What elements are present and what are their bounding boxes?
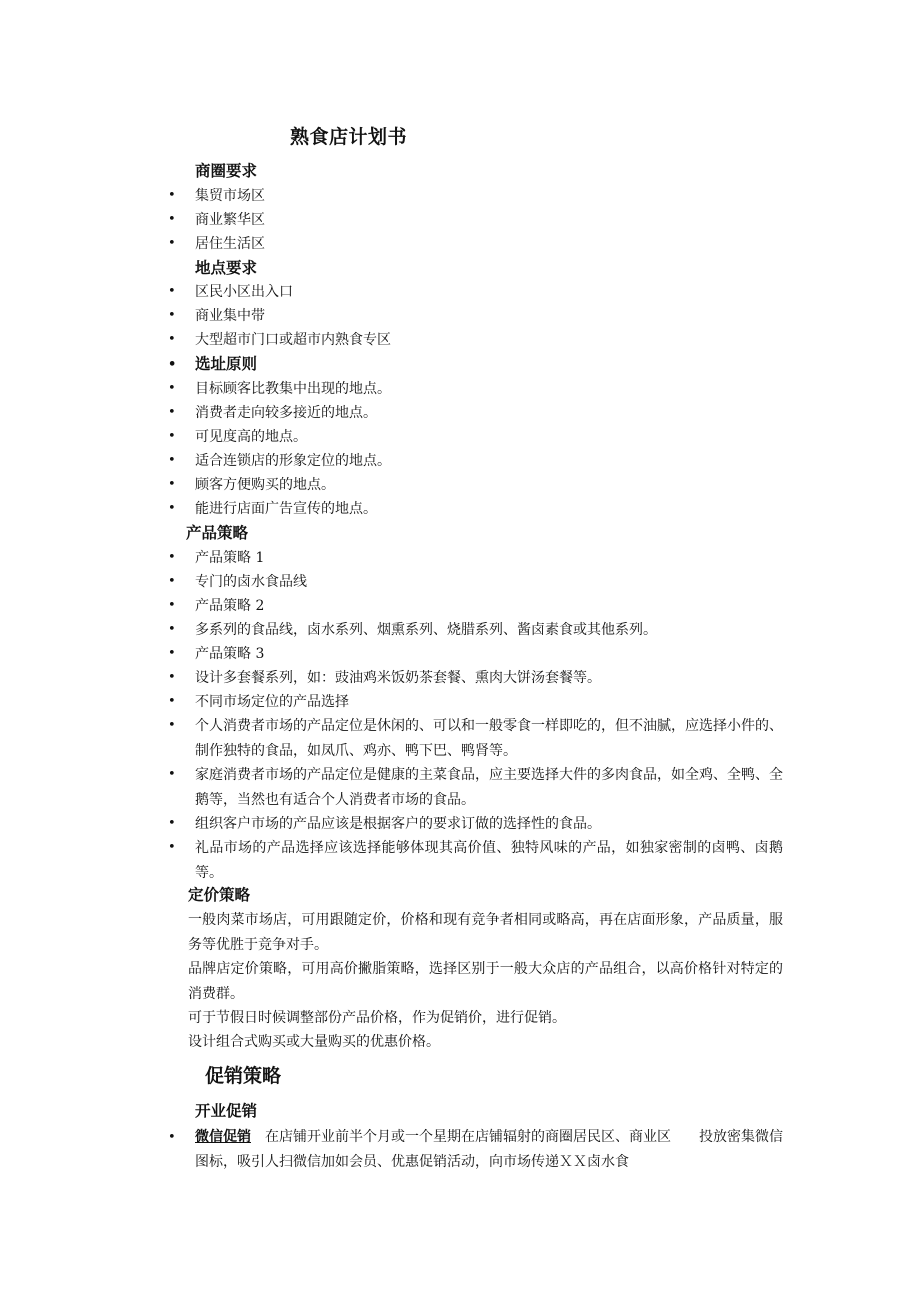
bullet-icon: • xyxy=(168,767,176,782)
bullet-icon: • xyxy=(168,550,176,565)
bullet-icon: • xyxy=(168,1130,176,1145)
bullet-icon: • xyxy=(168,694,176,709)
wechat-promo-label: 微信促销 xyxy=(195,1129,251,1145)
list-item: 消费者走向较多接近的地点。 xyxy=(195,405,377,421)
list-item: 适合连锁店的形象定位的地点。 xyxy=(195,453,391,469)
list-item: 居住生活区 xyxy=(195,236,265,252)
paragraph: 一般肉菜市场店，可用跟随定价，价格和现有竞争者相同或略高，再在店面形象，产品质量，服务等优胜于竞争对手。 xyxy=(188,912,783,953)
heading-location: 地点要求 xyxy=(195,259,258,277)
bullet-icon: • xyxy=(168,477,176,492)
heading-opening-promotion: 开业促销 xyxy=(195,1102,258,1120)
bullet-icon: • xyxy=(168,308,176,323)
bullet-icon: • xyxy=(168,429,176,444)
list-item: 组织客户市场的产品应该是根据客户的要求订做的选择性的食品。 xyxy=(195,816,601,832)
bullet-icon: • xyxy=(168,840,176,855)
bullet-icon: • xyxy=(168,381,176,396)
bullet-icon: • xyxy=(168,236,176,251)
paragraph: 品牌店定价策略，可用高价撇脂策略，选择区别于一般大众店的产品组合，以高价格针对特定的消费群。 xyxy=(188,961,783,1002)
bullet-icon: • xyxy=(168,574,176,589)
list-item: 目标顾客比教集中出现的地点。 xyxy=(195,381,391,397)
bullet-icon: • xyxy=(168,212,176,227)
list-item: 商业集中带 xyxy=(195,308,265,324)
bullet-icon: • xyxy=(168,405,176,420)
paragraph: 可于节假日时候调整部份产品价格，作为促销价，进行促销。 xyxy=(188,1010,566,1026)
heading-promotion: 促销策略 xyxy=(205,1065,282,1087)
list-item: 大型超市门口或超市内熟食专区 xyxy=(195,332,391,348)
paragraph: 设计组合式购买或大量购买的优惠价格。 xyxy=(188,1034,440,1050)
wechat-promo-text: 在店铺开业前半个月或一个星期在店铺辐射的商圈居民区、商业区 投放密集微信图标，吸引人扫微信加如会员、优惠促销活动，向市场传递ＸＸ卤水食 xyxy=(195,1129,783,1170)
list-item: 专门的卤水食品线 xyxy=(195,574,307,590)
bullet-icon: • xyxy=(168,453,176,468)
page-title: 熟食店计划书 xyxy=(290,126,408,148)
bullet-icon: • xyxy=(168,332,176,347)
bullet-icon: • xyxy=(168,816,176,831)
heading-site-principles: 选址原则 xyxy=(195,355,258,373)
list-item xyxy=(195,1125,783,1174)
bullet-icon: • xyxy=(168,188,176,203)
list-item: 能进行店面广告宣传的地点。 xyxy=(195,501,377,517)
bullet-icon: • xyxy=(168,670,176,685)
list-item: 礼品市场的产品选择应该选择能够体现其高价值、独特风味的产品，如独家密制的卤鸭、卤鹅等。 xyxy=(195,840,783,881)
list-item: 设计多套餐系列，如：豉油鸡米饭奶茶套餐、熏肉大饼汤套餐等。 xyxy=(195,670,601,686)
bullet-icon: • xyxy=(168,598,176,613)
bullet-icon: • xyxy=(168,718,176,733)
list-item: 个人消费者市场的产品定位是休闲的、可以和一般零食一样即吃的，但不油腻，应选择小件的、制作独特的食品，如凤爪、鸡亦、鸭下巴、鸭肾等。 xyxy=(195,718,783,759)
list-item: 可见度高的地点。 xyxy=(195,429,307,445)
list-item: 多系列的食品线，卤水系列、烟熏系列、烧腊系列、酱卤素食或其他系列。 xyxy=(195,622,657,638)
heading-business-circle: 商圈要求 xyxy=(195,162,258,180)
list-item: 商业繁华区 xyxy=(195,212,265,228)
list-item: 家庭消费者市场的产品定位是健康的主菜食品，应主要选择大件的多肉食品，如全鸡、全鸭、全鹅等，当然也有适合个人消费者市场的食品。 xyxy=(195,767,783,808)
list-item: 不同市场定位的产品选择 xyxy=(195,694,349,710)
heading-pricing: 定价策略 xyxy=(188,886,251,904)
bullet-icon: • xyxy=(168,357,177,372)
list-item: 集贸市场区 xyxy=(195,188,265,204)
list-item: 产品策略 1 xyxy=(195,550,265,566)
heading-product-strategy: 产品策略 xyxy=(186,524,249,542)
bullet-icon: • xyxy=(168,501,176,516)
list-item: 区民小区出入口 xyxy=(195,284,293,300)
list-item: 产品策略 2 xyxy=(195,598,265,614)
list-item: 产品策略 3 xyxy=(195,646,265,662)
bullet-icon: • xyxy=(168,646,176,661)
list-item: 顾客方便购买的地点。 xyxy=(195,477,335,493)
bullet-icon: • xyxy=(168,284,176,299)
bullet-icon: • xyxy=(168,622,176,637)
